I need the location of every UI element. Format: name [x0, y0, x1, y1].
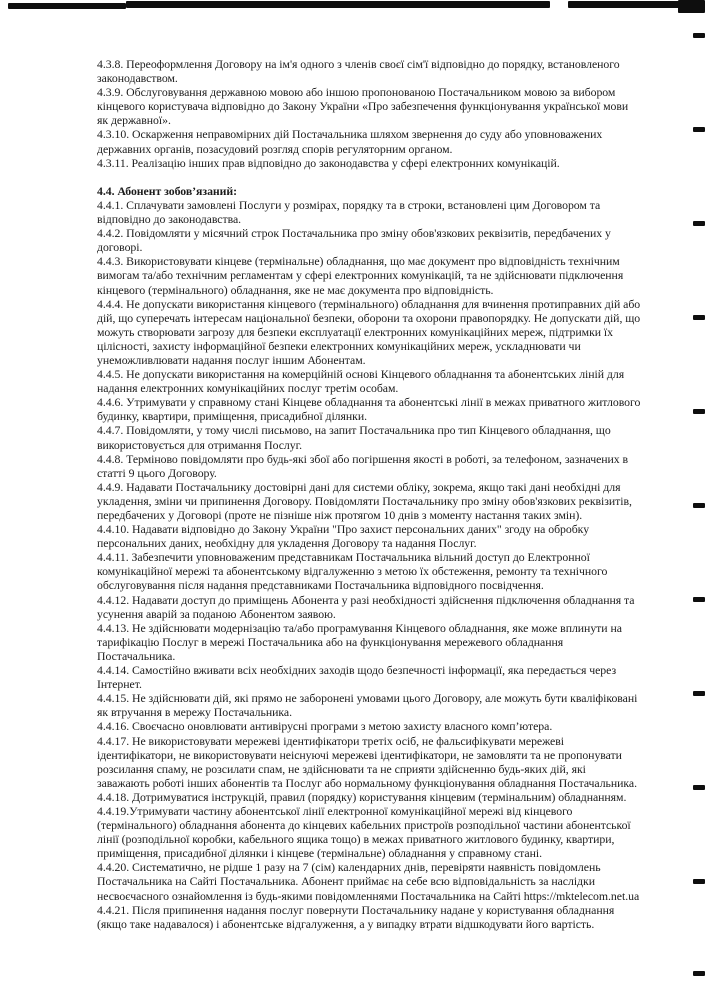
clause-4-3-11-line-1: 4.3.11. Реалізацію інших прав відповідно до законодавства у сфері електронних комунікацій. — [97, 155, 560, 170]
clause-4-3-9-line-3: як державної». — [97, 113, 171, 128]
scan-artifact-edge-dash — [693, 33, 705, 38]
clause-4-4-19-line-4: приміщення, присадибної ділянки і кінцеве (термінальне) обладнання у справному стані. — [97, 846, 542, 861]
clause-4-3-8-line-1: 4.3.8. Переоформлення Договору на ім'я одного з членів своєї сім'ї відповідно до порядку, встановленого — [97, 57, 620, 71]
clause-4-4-8 — [97, 452, 675, 480]
clause-4-4-7-line-2: використовується для отримання Послуг. — [97, 437, 302, 452]
clause-4-4-17-line-2: ідентифікатори, не використовувати неіснуючі мережеві ідентифікатори, не замовляти та не пропонувати — [97, 747, 622, 762]
clause-4-4-3-line-2: вимогам та/або технічним регламентам у сфері електронних комунікацій, та не здійснювати підключення — [97, 268, 624, 283]
clause-4-4-13-line-1: 4.4.13. Не здійснювати модернізацію та/або програмування Кінцевого обладнання, яке може вплинути на — [97, 620, 622, 635]
clause-4-4-21 — [97, 903, 675, 931]
clause-4-4-21-line-1: 4.4.21. Після припинення надання послуг повернути Постачальнику надане у користування обладнання — [97, 902, 615, 917]
clause-4-4-19 — [97, 804, 675, 860]
clause-4-4-17-line-1: 4.4.17. Не використовувати мережеві ідентифікатори третіх осіб, не фальсифікувати мережеві — [97, 733, 564, 748]
clause-4-4-20-line-3: несвоєчасного ознайомлення із будь-якими повідомленнями Постачальника на Сайті https://mktelecom.net.ua — [97, 888, 640, 903]
clause-4-3-9-line-1: 4.3.9. Обслуговування державною мовою або іншою пропонованою Постачальником мовою за вибором — [97, 85, 616, 100]
clause-4-4-14-line-2: Інтернет. — [97, 677, 142, 692]
clause-4-4-15-line-1: 4.4.15. Не здійснювати дій, які прямо не заборонені умовами цього Договору, але можуть бути кваліфіковані — [97, 691, 638, 706]
clause-4-4-4 — [97, 297, 675, 367]
clause-4-4-16 — [97, 719, 675, 733]
scan-artifact-corner — [678, 0, 705, 13]
clause-4-4-3-line-1: 4.4.3. Використовувати кінцеве (термінальне) обладнання, що має документ про відповідність технічним — [97, 254, 620, 269]
clause-4-4-13-line-3: Постачальника. — [97, 648, 176, 663]
clause-4-4-6-line-2: будинку, квартири, приміщення, присадибної ділянки. — [97, 409, 368, 424]
clause-4-4-9-line-1: 4.4.9. Надавати Постачальнику достовірні дані для системи обліку, зокрема, якщо такі дані необхідні для — [97, 479, 621, 494]
clause-4-4-12 — [97, 593, 675, 621]
clause-4-4-8-line-1: 4.4.8. Терміново повідомляти про будь-які збої або погіршення якості в роботі, за телефоном, зазначених в — [97, 451, 629, 466]
clause-4-4-15 — [97, 691, 675, 719]
clause-4-4-20-line-2: Постачальника на Сайті Постачальника. Абонент приймає на себе всю відповідальність за наслідки — [97, 874, 595, 889]
clause-4-4-14 — [97, 663, 675, 691]
scan-artifact-top-bar — [568, 1, 680, 8]
clause-4-3-10 — [97, 127, 675, 155]
clause-4-4-11-line-2: комунікаційної мережі та абонентському відгалуженню з метою їх обстеження, ремонту та технічного — [97, 564, 608, 579]
clause-4-4-2-line-1: 4.4.2. Повідомляти у місячний строк Постачальника про зміну обов'язкових реквізитів, передбачених у — [97, 226, 611, 241]
clause-4-4-19-line-2: (термінального) обладнання абонента до кінцевих кабельних пристроїв розподільної частини абонентської — [97, 818, 631, 833]
clause-4-4-18-line-1: 4.4.18. Дотримуватися інструкцій, правил (порядку) користування кінцевим (термінальним) обладнанням. — [97, 789, 627, 804]
clause-4-4-12-line-1: 4.4.12. Надавати доступ до приміщень Абонента у разі необхідності здійснення підключення обладнання та — [97, 592, 635, 607]
clause-4-4-19-line-1: 4.4.19.Утримувати частину абонентської лінії електронної комунікаційної мережі від кінцевого — [97, 803, 573, 818]
scan-artifact-edge-dash — [693, 503, 705, 508]
clause-4-4-9-line-3: передбачених у Договорі (проте не пізніше ніж протягом 10 днів з моменту настання таких змін). — [97, 508, 583, 522]
clause-4-4-10-line-2: персональних даних, необхідну для укладення Договору та надання Послуг. — [97, 536, 477, 551]
clause-4-4-4-line-4: цілісності, захисту інформаційної безпеки електронних комунікаційних мереж, ускладнювати чи — [97, 338, 581, 353]
clause-4-4-13-line-2: тарифікацію Послуг в мережі Постачальника або на функціонування мережевого обладнання — [97, 634, 564, 649]
clause-4-4-11-line-1: 4.4.11. Забезпечити уповноваженим представникам Постачальника вільний доступ до Електронної — [97, 550, 590, 565]
scan-artifact-top-bar — [8, 3, 126, 9]
clause-4-4-5-line-1: 4.4.5. Не допускати використання на комерційній основі Кінцевого обладнання та абонентських ліній для — [97, 367, 625, 382]
scan-artifact-edge-dash — [693, 127, 705, 132]
clause-4-4-13 — [97, 621, 675, 663]
scan-artifact-edge-dash — [693, 691, 705, 696]
clause-4-4-16-line-1: 4.4.16. Своєчасно оновлювати антивірусні програми з метою захисту власного комп’ютера. — [97, 719, 553, 734]
clause-4-3-11 — [97, 156, 675, 170]
clause-4-4-3-line-3: кінцевого (термінального) обладнання, яке не має документа про відповідність. — [97, 282, 494, 297]
scan-artifact-edge-dash — [693, 879, 705, 884]
scan-artifact-edge-dash — [693, 221, 705, 226]
clause-4-4-11-line-3: обслуговування після надання представниками Постачальника відповідного посвідчення. — [97, 578, 544, 593]
clause-4-4-5-line-2: надання електронних комунікаційних послуг третім особам. — [97, 381, 399, 396]
clause-4-3-8-line-2: законодавством. — [97, 71, 178, 86]
scan-artifact-edge-dash — [693, 597, 705, 602]
clause-4-4-7 — [97, 423, 675, 451]
clause-4-4-17-line-3: розсилання спаму, не розсилати спам, не здійснювати та не сприяти здійсненню будь-яких дій, які — [97, 761, 586, 776]
clause-4-4-7-line-1: 4.4.7. Повідомляти, у тому числі письмово, на запит Постачальника про тип Кінцевого обладнання, що — [97, 423, 611, 438]
clause-4-4-17-line-4: заважають роботі інших абонентів та Послуг або нормальному функціонування обладнання Постачальника. — [97, 775, 637, 790]
clause-4-4-19-line-3: лінії (розподільної коробки, кабельного ящика тощо) в межах приватного житлового будинку, квартири, — [97, 832, 615, 847]
clause-4-4-5 — [97, 367, 675, 395]
clause-4-4-1-line-2: відповідно до законодавства. — [97, 212, 242, 227]
heading-4-4-line-1: 4.4. Абонент зобов’язаний: — [97, 183, 238, 198]
clause-4-4-2-line-2: договорі. — [97, 240, 143, 255]
clause-4-4-2 — [97, 226, 675, 254]
clause-4-3-10-line-1: 4.3.10. Оскарження неправомірних дій Постачальника шляхом звернення до суду або уповноважених — [97, 127, 603, 142]
clause-4-4-17 — [97, 734, 675, 790]
clause-4-4-4-line-5: унеможливлювати надання послуг іншим Абонентам. — [97, 352, 366, 367]
scan-artifact-edge-dash — [693, 971, 705, 976]
clause-4-4-12-line-2: усунення аварій за поданою Абонентом заявою. — [97, 606, 336, 621]
clause-4-4-11 — [97, 550, 675, 592]
scan-artifact-edge-dash — [693, 409, 705, 414]
contract-text-block — [97, 57, 675, 931]
scan-artifact-edge-dash — [693, 785, 705, 790]
clause-4-4-10 — [97, 522, 675, 550]
scan-artifact-top-bar — [126, 1, 550, 8]
clause-4-4-1-line-1: 4.4.1. Сплачувати замовлені Послуги у розмірах, порядку та в строки, встановлені цим Договором та — [97, 197, 601, 212]
clause-4-4-18 — [97, 790, 675, 804]
clause-4-4-9-line-2: укладення, зміни чи припинення Договору. Повідомляти Постачальнику про зміну обов'язкових реквізитів, — [97, 493, 632, 508]
clause-4-4-8-line-2: статті 9 цього Договору. — [97, 465, 217, 480]
clause-4-4-4-line-1: 4.4.4. Не допускати використання кінцевого (термінального) обладнання для вчинення протиправних дій або — [97, 296, 641, 311]
clause-4-3-10-line-2: державних органів, позасудовий розгляд спорів регуляторним органом. — [97, 141, 453, 156]
clause-4-4-6-line-1: 4.4.6. Утримувати у справному стані Кінцеве обладнання та абонентські лінії в межах приватного житлового — [97, 395, 641, 410]
clause-4-4-14-line-1: 4.4.14. Самостійно вживати всіх необхідних заходів щодо безпечності інформації, яка передається через — [97, 663, 617, 678]
clause-4-4-4-line-2: дій, що суперечать інтересам національної безпеки, оборони та охорони правопорядку. Не допускати дій, що — [97, 310, 641, 325]
clause-4-4-4-line-3: можуть створювати загрозу для безпеки експлуатації електронних комунікаційних мереж, підтримки їх — [97, 324, 613, 339]
clause-4-4-1 — [97, 198, 675, 226]
clause-4-3-9 — [97, 85, 675, 127]
clause-4-4-20 — [97, 860, 675, 902]
clause-4-4-9 — [97, 480, 675, 522]
scan-artifact-edge-dash — [693, 315, 705, 320]
clause-4-3-9-line-2: кінцевого користувача відповідно до Закону України «Про забезпечення функціонування української мови — [97, 99, 629, 114]
clause-4-3-8 — [97, 57, 675, 85]
clause-4-4-15-line-2: як втручання в мережу Постачальника. — [97, 705, 292, 720]
clause-4-4-21-line-2: (якщо таке надавалося) і абонентське відгалуження, а у випадку втрати відшкодувати його вартість. — [97, 916, 595, 931]
clause-4-4-6 — [97, 395, 675, 423]
clause-4-4-3 — [97, 254, 675, 296]
clause-4-4-20-line-1: 4.4.20. Систематично, не рідше 1 разу на 7 (сім) календарних днів, перевіряти наявність повідомлень — [97, 860, 601, 875]
clause-4-4-10-line-1: 4.4.10. Надавати відповідно до Закону України "Про захист персональних даних" згоду на обробку — [97, 522, 590, 537]
heading-4-4 — [97, 184, 675, 198]
